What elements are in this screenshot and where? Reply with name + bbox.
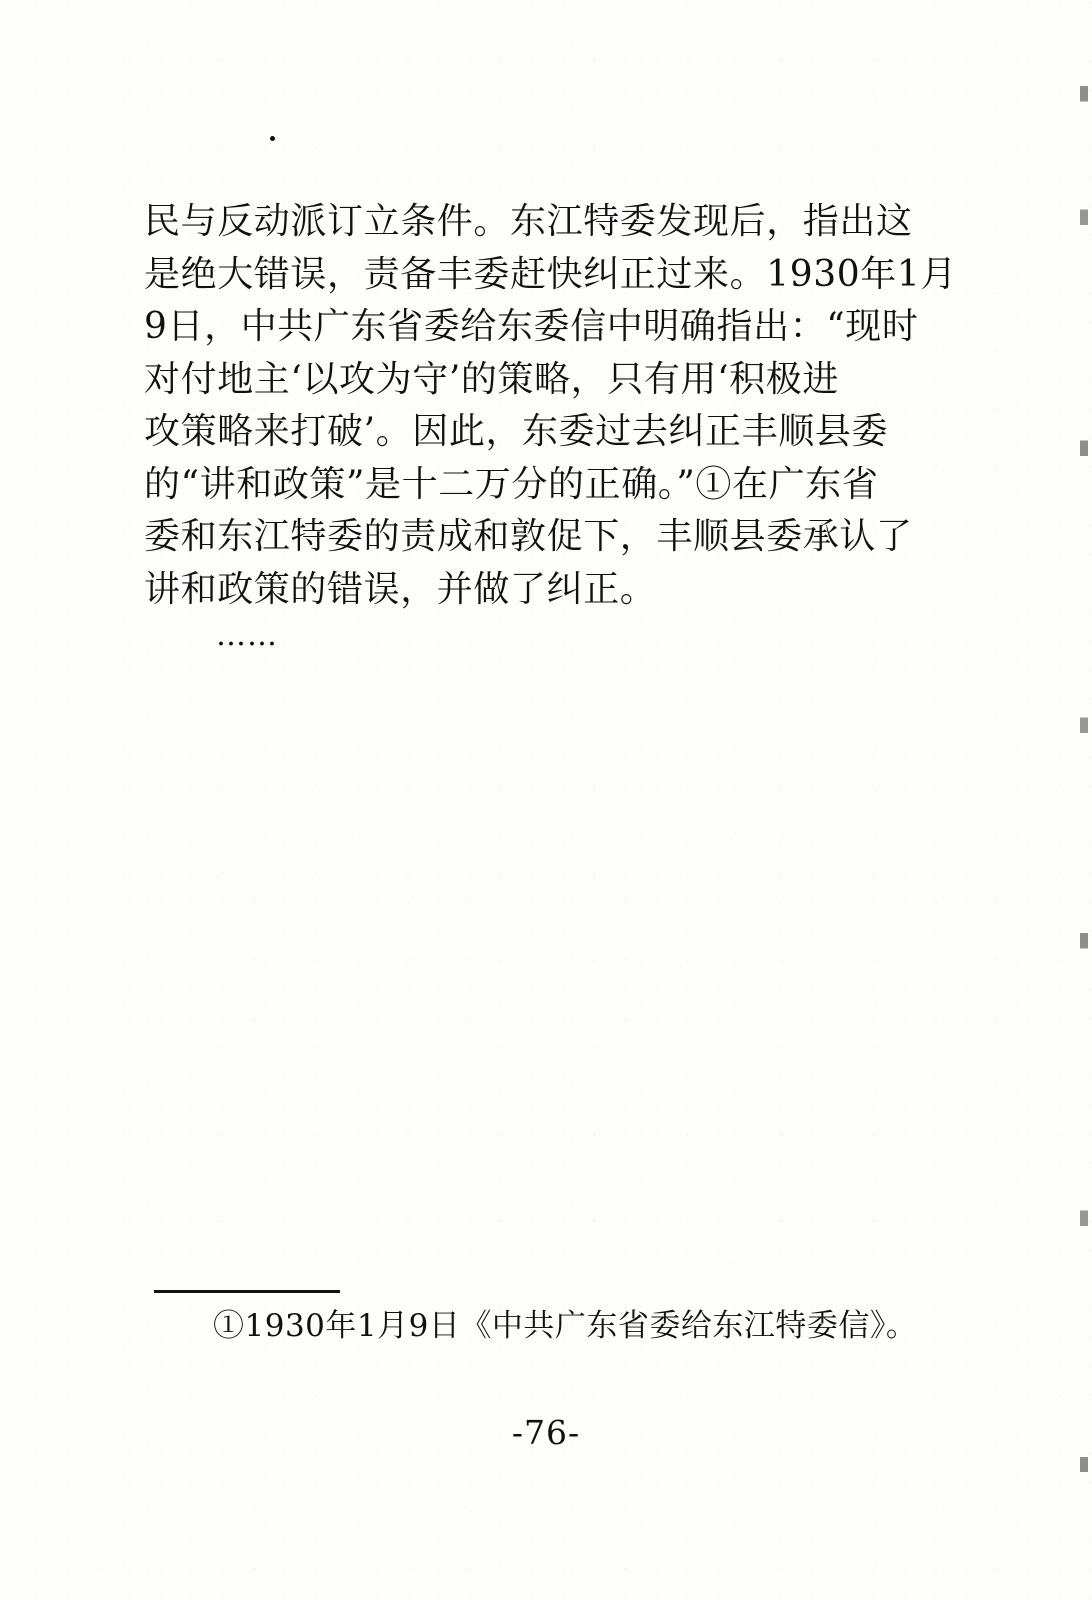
ellipsis: …… [216, 618, 278, 653]
footnote-divider [154, 1290, 340, 1293]
main-paragraph: 民与反动派订立条件。东江特委发现后，指出这 是绝大错误，责备丰委赶快纠正过来。1930年1月 9日，中共广东省委给东委信中明确指出：“现时 对付地主‘以攻为守’的策略，只有用‘积极进 攻策略来打破’。因此，东委过去纠正丰顺县委 的“讲和政策”是十二万分的正确。”①在广东省 委和东江特委的责成和敦促下，丰顺县委承认了 讲和政策的错误，并做了纠正。 [144, 201, 957, 610]
footnote: ①1930年1月9日《中共广东省委给东江特委信》。 [213, 1308, 918, 1344]
scan-edge-marks [1080, 40, 1088, 1580]
page-number: -76- [511, 1413, 581, 1452]
scan-dot [270, 136, 275, 141]
